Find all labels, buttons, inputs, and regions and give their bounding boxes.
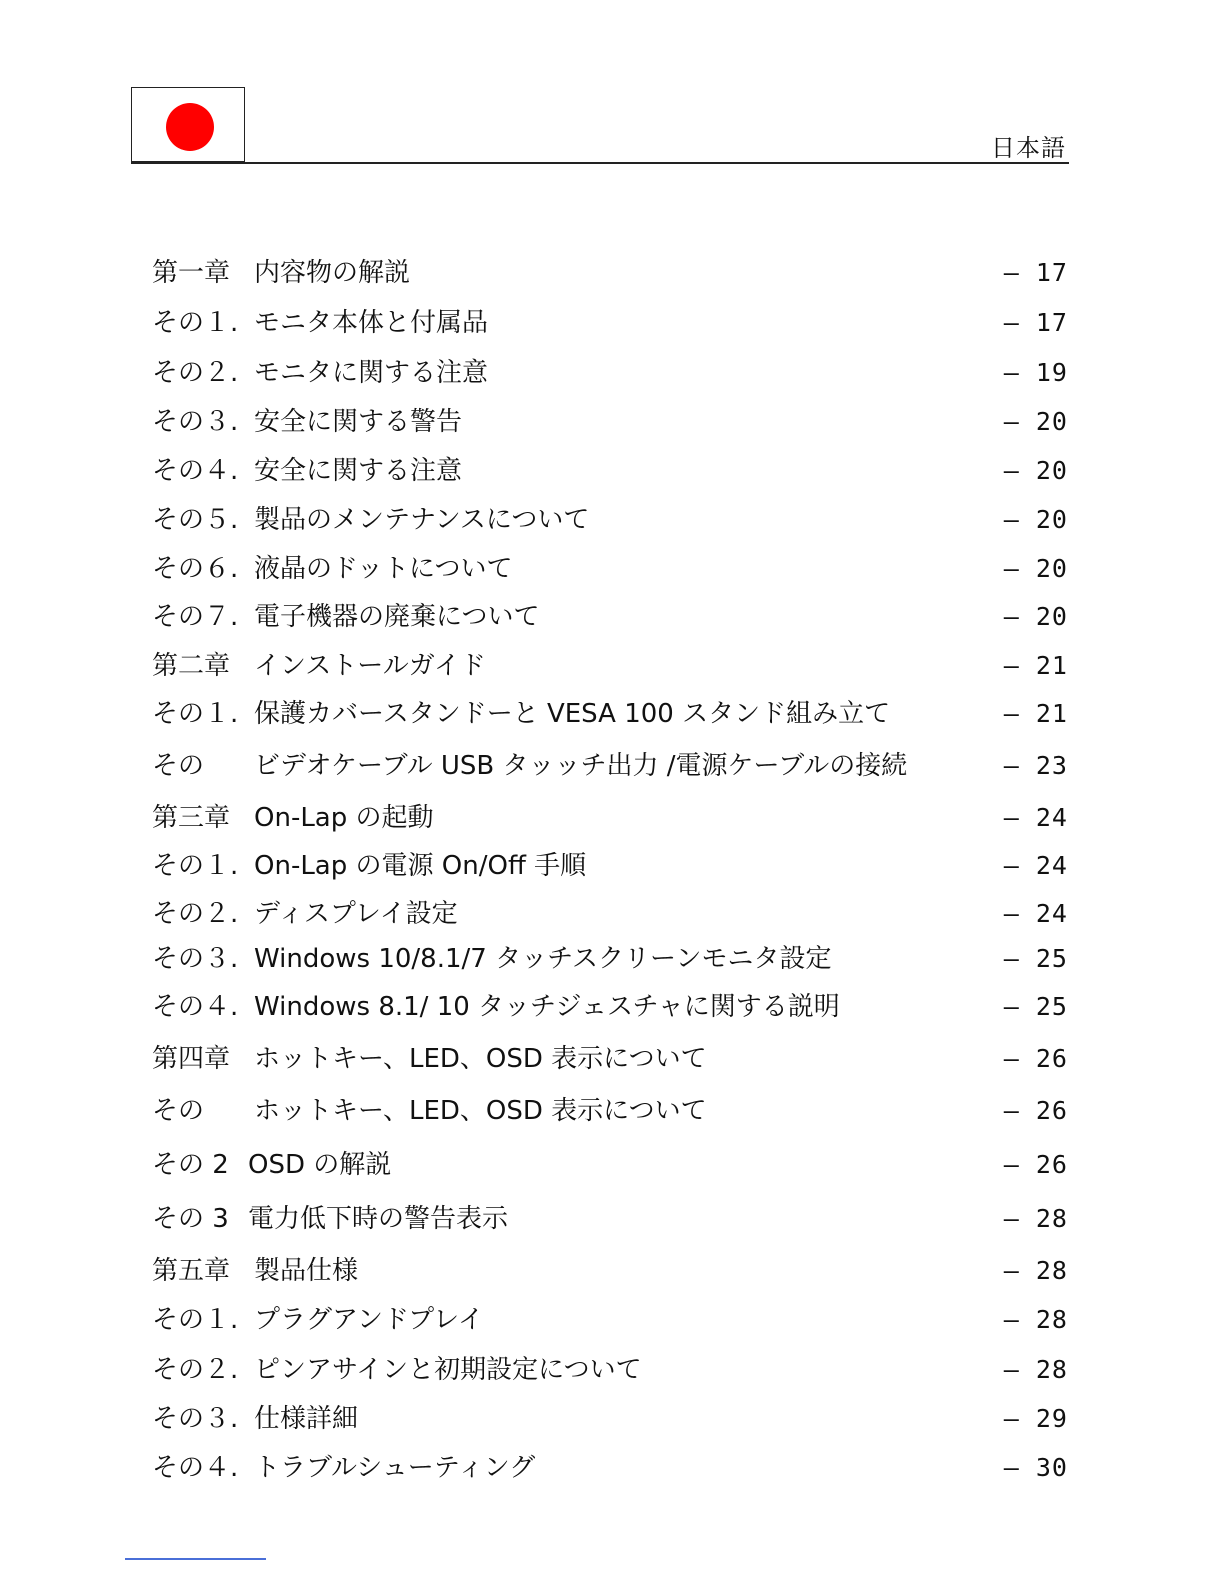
toc-entry-label: その <box>152 1096 205 1126</box>
toc-entry-label: その５. <box>152 505 239 535</box>
toc-entry[interactable] <box>152 648 1068 684</box>
toc-entry-title: ホットキー、LED、OSD 表示について <box>254 1096 707 1126</box>
toc-entry-title: 液晶のドットについて <box>254 554 513 584</box>
toc-entry[interactable] <box>152 502 1068 538</box>
toc-entry[interactable] <box>152 748 1068 784</box>
toc-entry[interactable] <box>152 1147 1068 1183</box>
toc-entry[interactable] <box>152 1401 1068 1437</box>
toc-entry-title: 保護カバースタンドーと VESA 100 スタンド組み立て <box>254 699 891 729</box>
toc-entry-title: 安全に関する警告 <box>254 407 463 437</box>
toc-entry[interactable] <box>152 1450 1068 1486</box>
table-of-contents <box>152 0 1068 1584</box>
toc-entry-label: その６. <box>152 554 239 584</box>
toc-entry[interactable] <box>152 599 1068 635</box>
toc-entry-label: その３. <box>152 407 239 437</box>
toc-entry[interactable] <box>152 404 1068 440</box>
toc-entry-label: その１. <box>152 699 239 729</box>
toc-entry-label: その３. <box>152 944 239 974</box>
toc-entry[interactable] <box>152 305 1068 341</box>
toc-entry[interactable] <box>152 355 1068 391</box>
toc-entry-page: – 26 <box>1003 1044 1068 1073</box>
toc-entry-page: – 28 <box>1003 1305 1068 1334</box>
toc-entry-title: On-Lap の起動 <box>254 803 434 833</box>
toc-entry-label: 第三章 <box>152 803 231 833</box>
toc-entry[interactable] <box>152 1041 1068 1077</box>
toc-entry[interactable] <box>152 1201 1068 1237</box>
toc-entry-page: – 23 <box>1003 751 1068 780</box>
toc-entry-label: その７. <box>152 602 239 632</box>
toc-entry-title: 電子機器の廃棄について <box>254 602 540 632</box>
toc-entry-title: 電力低下時の警告表示 <box>248 1204 509 1234</box>
toc-entry-page: – 20 <box>1003 407 1068 436</box>
toc-entry-title: Windows 10/8.1/7 タッチスクリーンモニタ設定 <box>254 944 832 974</box>
toc-entry-label: 第四章 <box>152 1044 231 1074</box>
toc-entry-label: その１. <box>152 851 239 881</box>
toc-entry-page: – 25 <box>1003 992 1068 1021</box>
toc-entry[interactable] <box>152 800 1068 836</box>
toc-entry-page: – 20 <box>1003 602 1068 631</box>
toc-entry-title: ディスプレイ設定 <box>254 899 458 929</box>
toc-entry-page: – 20 <box>1003 505 1068 534</box>
toc-entry-page: – 28 <box>1003 1256 1068 1285</box>
toc-entry-page: – 17 <box>1003 308 1068 337</box>
toc-entry-page: – 19 <box>1003 358 1068 387</box>
toc-entry-label: その２. <box>152 899 239 929</box>
toc-entry[interactable] <box>152 1253 1068 1289</box>
toc-entry-label: その２. <box>152 358 239 388</box>
toc-entry-label: その 3 <box>152 1204 229 1234</box>
toc-entry[interactable] <box>152 551 1068 587</box>
toc-entry-page: – 20 <box>1003 456 1068 485</box>
toc-entry-page: – 26 <box>1003 1150 1068 1179</box>
toc-entry-label: その２. <box>152 1355 239 1385</box>
toc-entry-label: その <box>152 751 205 781</box>
toc-entry-page: – 28 <box>1003 1204 1068 1233</box>
toc-entry-label: 第二章 <box>152 651 231 681</box>
toc-entry[interactable] <box>152 453 1068 489</box>
toc-entry-title: 仕様詳細 <box>254 1404 359 1434</box>
toc-entry-title: 製品のメンテナンスについて <box>254 505 590 535</box>
toc-entry-page: – 30 <box>1003 1453 1068 1482</box>
toc-entry-title: OSD の解説 <box>248 1150 392 1180</box>
toc-entry-title: モニタに関する注意 <box>254 358 489 388</box>
toc-entry-label: その４. <box>152 456 239 486</box>
toc-entry-title: プラグアンドプレイ <box>254 1305 484 1335</box>
toc-entry-title: 製品仕様 <box>254 1256 359 1286</box>
language-label: 日本語 <box>991 134 1066 162</box>
toc-entry[interactable] <box>152 1352 1068 1388</box>
footer-rule <box>125 1558 266 1560</box>
toc-entry-title: ホットキー、LED、OSD 表示について <box>254 1044 707 1074</box>
toc-entry-page: – 25 <box>1003 944 1068 973</box>
toc-entry-label: 第五章 <box>152 1256 231 1286</box>
toc-entry-page: – 24 <box>1003 803 1068 832</box>
toc-entry-page: – 24 <box>1003 899 1068 928</box>
toc-entry-label: その 2 <box>152 1150 229 1180</box>
toc-entry-title: インストールガイド <box>254 651 486 681</box>
toc-entry-page: – 21 <box>1003 651 1068 680</box>
toc-entry-title: トラブルシューティング <box>254 1453 536 1483</box>
toc-entry-label: その１. <box>152 1305 239 1335</box>
toc-entry-page: – 24 <box>1003 851 1068 880</box>
toc-entry-label: その１. <box>152 308 239 338</box>
toc-entry-label: その３. <box>152 1404 239 1434</box>
toc-entry-label: その４. <box>152 1453 239 1483</box>
toc-entry[interactable] <box>152 896 1068 932</box>
toc-entry-page: – 28 <box>1003 1355 1068 1384</box>
toc-entry-label: 第一章 <box>152 258 231 288</box>
toc-entry-page: – 26 <box>1003 1096 1068 1125</box>
toc-entry-page: – 20 <box>1003 554 1068 583</box>
toc-entry-page: – 17 <box>1003 258 1068 287</box>
toc-entry-page: – 29 <box>1003 1404 1068 1433</box>
toc-entry[interactable] <box>152 989 1068 1025</box>
toc-entry-page: – 21 <box>1003 699 1068 728</box>
toc-entry-title: Windows 8.1/ 10 タッチジェスチャに関する説明 <box>254 992 840 1022</box>
toc-entry[interactable] <box>152 255 1068 291</box>
toc-entry[interactable] <box>152 941 1068 977</box>
toc-entry-title: 内容物の解説 <box>254 258 411 288</box>
toc-entry-label: その４. <box>152 992 239 1022</box>
toc-entry-title: On-Lap の電源 On/Off 手順 <box>254 851 587 881</box>
toc-entry-title: 安全に関する注意 <box>254 456 463 486</box>
toc-entry[interactable] <box>152 1302 1068 1338</box>
toc-entry[interactable] <box>152 1093 1068 1129</box>
toc-entry-title: モニタ本体と付属品 <box>254 308 489 338</box>
toc-entry-title: ピンアサインと初期設定について <box>254 1355 642 1385</box>
toc-entry[interactable] <box>152 848 1068 884</box>
toc-entry[interactable] <box>152 696 1068 732</box>
toc-entry-title: ビデオケーブル USB タッッチ出力 /電源ケーブルの接続 <box>254 751 908 781</box>
